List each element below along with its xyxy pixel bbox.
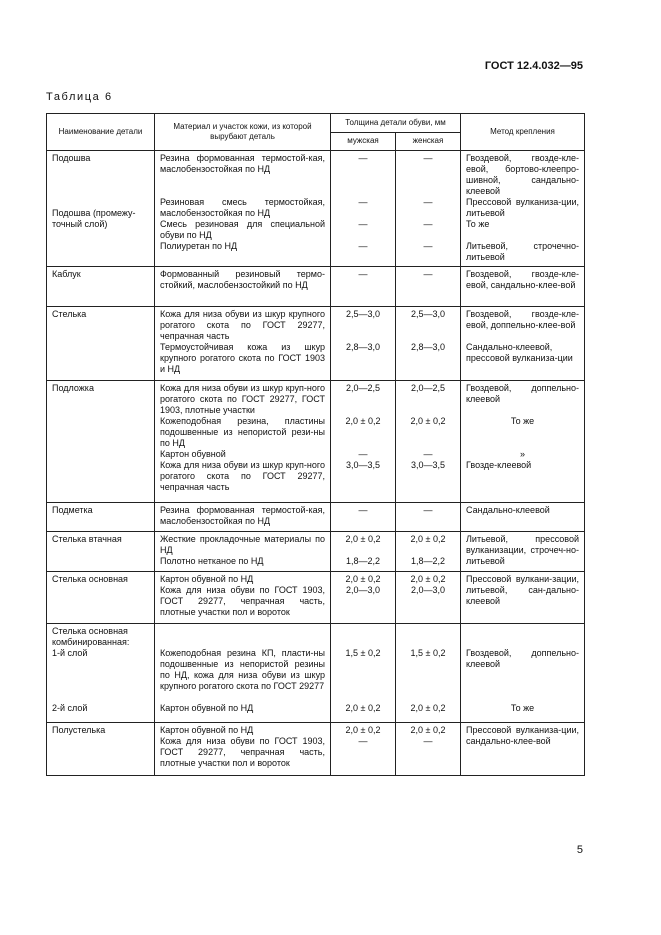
method-text: То же [510,703,535,713]
thickness-value: 2,0 ± 0,2 [410,725,446,735]
table-header-row [47,114,585,133]
material-text: Полиуретан по НД [160,241,238,251]
row-name: Стелька основная комбинированная: [52,626,130,647]
thickness-value: 2,0—2,5 [345,383,381,393]
table-row [47,151,585,267]
row-method-cell [461,381,585,503]
method-text: Гвоздевой, гвозде-кле-евой, сандально-клее-вой [466,269,580,290]
col-header-male: мужская [331,133,396,151]
row-material-cell [155,503,331,532]
row-name-cell [47,151,155,267]
material-text: Кожа для низа обуви из шкур круп-ного рогатого скота по ГОСТ 29277, ГОСТ 1903, плотные участки [160,383,325,415]
row-method-cell [461,624,585,723]
thickness-value: — [423,269,433,279]
material-text: Картон обувной [160,449,226,459]
row-name-cell [47,624,155,723]
thickness-value: 1,8—2,2 [410,556,446,566]
row-name: Подошва (промежу-точный слой) [52,208,136,229]
material-text: Картон обувной по НД [160,574,254,584]
material-text: Кожеподобная резина, пластины подошвенные из непористой рези-ны по НД [160,416,325,448]
row-material-cell [155,723,331,776]
method-text: Гвоздевой, гвозде-кле-евой, доппельно-клее-вой [466,309,580,330]
row-name-cell [47,532,155,572]
row-name-cell [47,723,155,776]
row-method-cell [461,151,585,267]
thickness-value: 2,0 ± 0,2 [345,534,381,544]
row-name: Каблук [52,269,81,279]
row-male-cell [331,624,396,723]
row-name: Стелька втачная [52,534,122,544]
material-text: Формованный резиновый термо-стойкий, маслобензостойкий по НД [160,269,325,290]
thickness-value: — [423,153,433,163]
thickness-value: — [358,153,368,163]
thickness-value: 2,0 ± 0,2 [345,416,381,426]
row-female-cell [396,381,461,503]
row-name-cell [47,503,155,532]
material-text: Термоустойчивая кожа из шкур крупного рогатого скота по ГОСТ 1903 и НД [160,342,325,374]
page-number: 5 [576,844,583,856]
row-material-cell [155,307,331,381]
thickness-value: 3,0—3,5 [345,460,381,470]
material-text: Резина формованная термостой-кая, маслобензостойкая по НД [160,505,325,526]
thickness-value: 2,0 ± 0,2 [410,574,446,584]
method-text: Сандально-клеевой [466,505,550,515]
method-text: Прессовой вулкани-зации, литьевой, сан-дально-клеевой [466,574,580,606]
parts-table [46,113,585,776]
thickness-value: — [423,241,433,251]
col-header-material: Материал и участок кожи, из которой вырубают деталь [155,114,331,151]
table-row [47,532,585,572]
row-name: Подошва [52,153,91,163]
row-name: Подметка [52,505,93,515]
thickness-value: 2,0 ± 0,2 [410,703,446,713]
row-material-cell [155,572,331,624]
col-header-name: Наименование детали [47,114,155,151]
thickness-value: 2,5—3,0 [345,309,381,319]
row-material-cell [155,532,331,572]
method-text: Литьевой, прессовой вулканизации, строчеч-но-литьевой [466,534,580,566]
row-male-cell [331,307,396,381]
method-text: Гвоздевой, доппельно-клеевой [466,383,580,404]
row-female-cell [396,572,461,624]
table-row [47,381,585,503]
row-method-cell [461,307,585,381]
row-name-cell [47,572,155,624]
row-name: Полустелька [52,725,106,735]
method-text: Гвоздевой, доппельно-клеевой [466,648,580,669]
method-text: Гвозде-клеевой [466,460,532,470]
method-text: Прессовой вулканиза-ции, сандально-клее-вой [466,725,580,746]
row-name: Стелька [52,309,87,319]
thickness-value: — [423,736,433,746]
row-female-cell [396,723,461,776]
row-material-cell [155,624,331,723]
thickness-value: — [423,505,433,515]
row-method-cell [461,572,585,624]
material-text: Кожеподобная резина КП, пласти-ны подошвенные из непористой резины по НД, кожа для низа обуви из шкур крупного рогатого скота по ГОСТ 29277 [160,648,325,691]
row-method-cell [461,723,585,776]
table-row [47,503,585,532]
row-male-cell [331,381,396,503]
material-text: Картон обувной по НД [160,703,254,713]
row-name-cell [47,381,155,503]
thickness-value: 2,8—3,0 [410,342,446,352]
row-name: Подложка [52,383,94,393]
row-male-cell [331,532,396,572]
row-female-cell [396,532,461,572]
material-text: Кожа для низа обуви из шкур крупного рогатого скота по ГОСТ 29277, чепрачная часть [160,309,325,341]
method-text: То же [466,219,490,229]
thickness-value: — [358,505,368,515]
thickness-value: 2,5—3,0 [410,309,446,319]
table-row [47,572,585,624]
row-female-cell [396,307,461,381]
table-row [47,307,585,381]
thickness-value: — [358,736,368,746]
table-row [47,267,585,307]
method-text: То же [510,416,535,426]
material-text: Картон обувной по НД [160,725,254,735]
row-method-cell [461,267,585,307]
thickness-value: 2,0—2,5 [410,383,446,393]
table-row [47,624,585,723]
table-caption: Таблица 6 [46,91,113,103]
row-female-cell [396,624,461,723]
thickness-value: — [358,449,368,459]
thickness-value: 2,0—3,0 [410,585,446,595]
col-header-method: Метод крепления [461,114,585,151]
row-male-cell [331,267,396,307]
thickness-value: 2,0 ± 0,2 [410,534,446,544]
material-text: Полотно нетканое по НД [160,556,264,566]
row-material-cell [155,267,331,307]
thickness-value: — [423,449,433,459]
col-header-female: женская [396,133,461,151]
method-text: Сандально-клеевой, прессовой вулканиза-ции [466,342,573,363]
thickness-value: 2,0 ± 0,2 [345,725,381,735]
row-female-cell [396,503,461,532]
material-text: Кожа для низа обуви из шкур круп-ного рогатого скота по ГОСТ 29277, чепрачная часть [160,460,325,492]
thickness-value: 2,0 ± 0,2 [410,416,446,426]
thickness-value: — [423,197,433,207]
col-header-thickness: Толщина детали обуви, мм [331,114,461,133]
row-name: Стелька основная [52,574,128,584]
row-male-cell [331,151,396,267]
row-male-cell [331,572,396,624]
method-text: » [520,449,526,459]
thickness-value: 1,5 ± 0,2 [410,648,446,658]
row-material-cell [155,151,331,267]
thickness-value: — [358,269,368,279]
row-method-cell [461,503,585,532]
row-female-cell [396,151,461,267]
material-text: Резиновая смесь термостойкая, маслобензостойкая по НД [160,197,325,218]
row-male-cell [331,503,396,532]
row-male-cell [331,723,396,776]
material-text: Кожа для низа обуви по ГОСТ 1903, ГОСТ 29277, чепрачная часть, плотные участки пол и вороток [160,585,325,617]
row-method-cell [461,532,585,572]
thickness-value: 3,0—3,5 [410,460,446,470]
method-text: Литьевой, строчечно-литьевой [466,241,580,262]
thickness-value: — [358,219,368,229]
method-text: Прессовой вулканиза-ции, литьевой [466,197,580,218]
material-text: Смесь резиновая для специальной обуви по НД [160,219,325,240]
thickness-value: 2,0 ± 0,2 [345,703,381,713]
document-standard-header: ГОСТ 12.4.032—95 [484,60,583,72]
row-name: 1-й слой [52,648,88,658]
table-row [47,723,585,776]
thickness-value: 2,0—3,0 [345,585,381,595]
row-name: 2-й слой [52,703,88,713]
thickness-value: 1,8—2,2 [345,556,381,566]
material-text: Кожа для низа обуви по ГОСТ 1903, ГОСТ 29277, чепрачная часть, плотные участки пол и вороток [160,736,325,768]
row-female-cell [396,267,461,307]
thickness-value: — [358,197,368,207]
thickness-value: 2,0 ± 0,2 [345,574,381,584]
material-text: Жесткие прокладочные материалы по НД [160,534,325,555]
material-text: Резина формованная термостой-кая, маслобензостойкая по НД [160,153,325,174]
thickness-value: 2,8—3,0 [345,342,381,352]
thickness-value: — [423,219,433,229]
thickness-value: 1,5 ± 0,2 [345,648,381,658]
method-text: Гвоздевой, гвозде-кле-евой, бортово-клеепро-шивной, сандально-клеевой [466,153,580,196]
row-name-cell [47,267,155,307]
row-name-cell [47,307,155,381]
thickness-value: — [358,241,368,251]
row-material-cell [155,381,331,503]
